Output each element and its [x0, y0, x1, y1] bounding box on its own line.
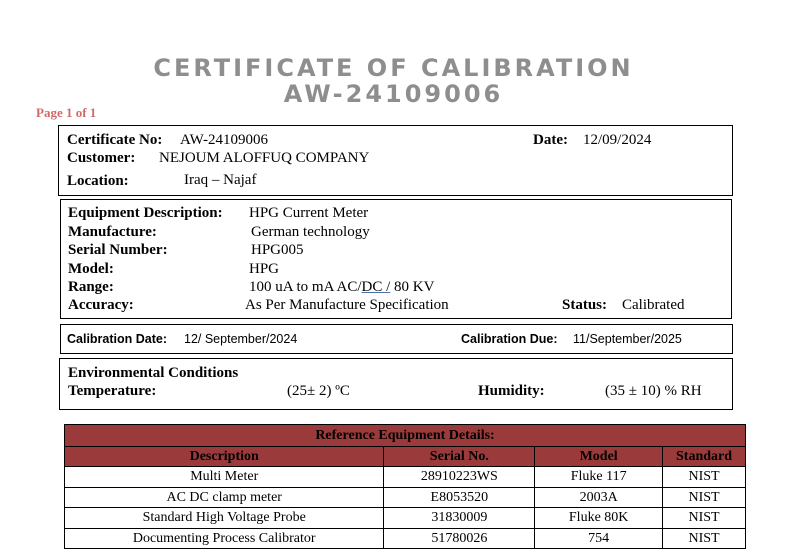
customer-value: NEJOUM ALOFFUQ COMPANY [159, 150, 370, 166]
cell-serial: 51780026 [384, 528, 535, 549]
range-text-part1: 100 uA to mA AC/ [249, 279, 362, 295]
column-header-serial: Serial No. [384, 447, 535, 467]
calibration-date-label: Calibration Date: [67, 332, 168, 346]
certificate-number-value: AW-24109006 [180, 132, 268, 148]
page-indicator: Page 1 of 1 [36, 105, 97, 120]
cell-standard: NIST [663, 467, 746, 488]
model-label: Model: [68, 261, 114, 277]
cell-description: Standard High Voltage Probe [65, 508, 384, 529]
equipment-description-value: HPG Current Meter [249, 205, 369, 221]
cell-description: Documenting Process Calibrator [65, 528, 384, 549]
location-value: Iraq – Najaf [184, 172, 257, 188]
certificate-number-title: AW-24109006 [283, 80, 504, 108]
model-value: HPG [249, 261, 280, 277]
cell-model: 2003A [535, 487, 663, 508]
cell-model: 754 [535, 528, 663, 549]
range-text-part2: DC / [361, 279, 391, 295]
accuracy-label: Accuracy: [68, 297, 134, 313]
range-label: Range: [68, 279, 114, 295]
range-text-part3: 80 KV [390, 279, 435, 295]
reference-equipment-table [64, 424, 746, 549]
table-row [65, 508, 746, 529]
temperature-value: (25± 2) ºC [287, 383, 350, 399]
column-header-standard: Standard [663, 447, 746, 467]
serial-number-label: Serial Number: [68, 242, 168, 258]
serial-number-value: HPG005 [251, 242, 304, 258]
certificate-number-label: Certificate No: [67, 132, 163, 148]
humidity-label: Humidity: [478, 383, 545, 399]
customer-label: Customer: [67, 150, 136, 166]
cell-serial: 31830009 [384, 508, 535, 529]
temperature-label: Temperature: [68, 383, 157, 399]
calibration-date-value: 12/ September/2024 [184, 332, 298, 346]
humidity-value: (35 ± 10) % RH [605, 383, 702, 399]
accuracy-value: As Per Manufacture Specification [245, 297, 449, 313]
table-row [65, 487, 746, 508]
reference-table-title: Reference Equipment Details: [65, 425, 746, 447]
cell-serial: E8053520 [384, 487, 535, 508]
location-label: Location: [67, 173, 129, 189]
table-row [65, 528, 746, 549]
status-label: Status: [562, 297, 608, 313]
environment-heading: Environmental Conditions [68, 365, 239, 381]
cell-standard: NIST [663, 508, 746, 529]
certificate-title: CERTIFICATE OF CALIBRATION [153, 54, 634, 82]
cell-description: AC DC clamp meter [65, 487, 384, 508]
calibration-due-value: 11/September/2025 [573, 332, 682, 346]
cell-model: Fluke 80K [535, 508, 663, 529]
manufacture-value: German technology [251, 224, 370, 240]
column-header-model: Model [535, 447, 663, 467]
cell-standard: NIST [663, 528, 746, 549]
column-header-description: Description [65, 447, 384, 467]
equipment-description-label: Equipment Description: [68, 205, 223, 221]
date-label: Date: [533, 132, 568, 148]
manufacture-label: Manufacture: [68, 224, 157, 240]
status-value: Calibrated [622, 297, 685, 313]
cell-standard: NIST [663, 487, 746, 508]
table-row [65, 467, 746, 488]
cell-serial: 28910223WS [384, 467, 535, 488]
calibration-due-label: Calibration Due: [461, 332, 558, 346]
cell-description: Multi Meter [65, 467, 384, 488]
date-value: 12/09/2024 [583, 132, 652, 148]
cell-model: Fluke 117 [535, 467, 663, 488]
range-value [249, 279, 434, 296]
